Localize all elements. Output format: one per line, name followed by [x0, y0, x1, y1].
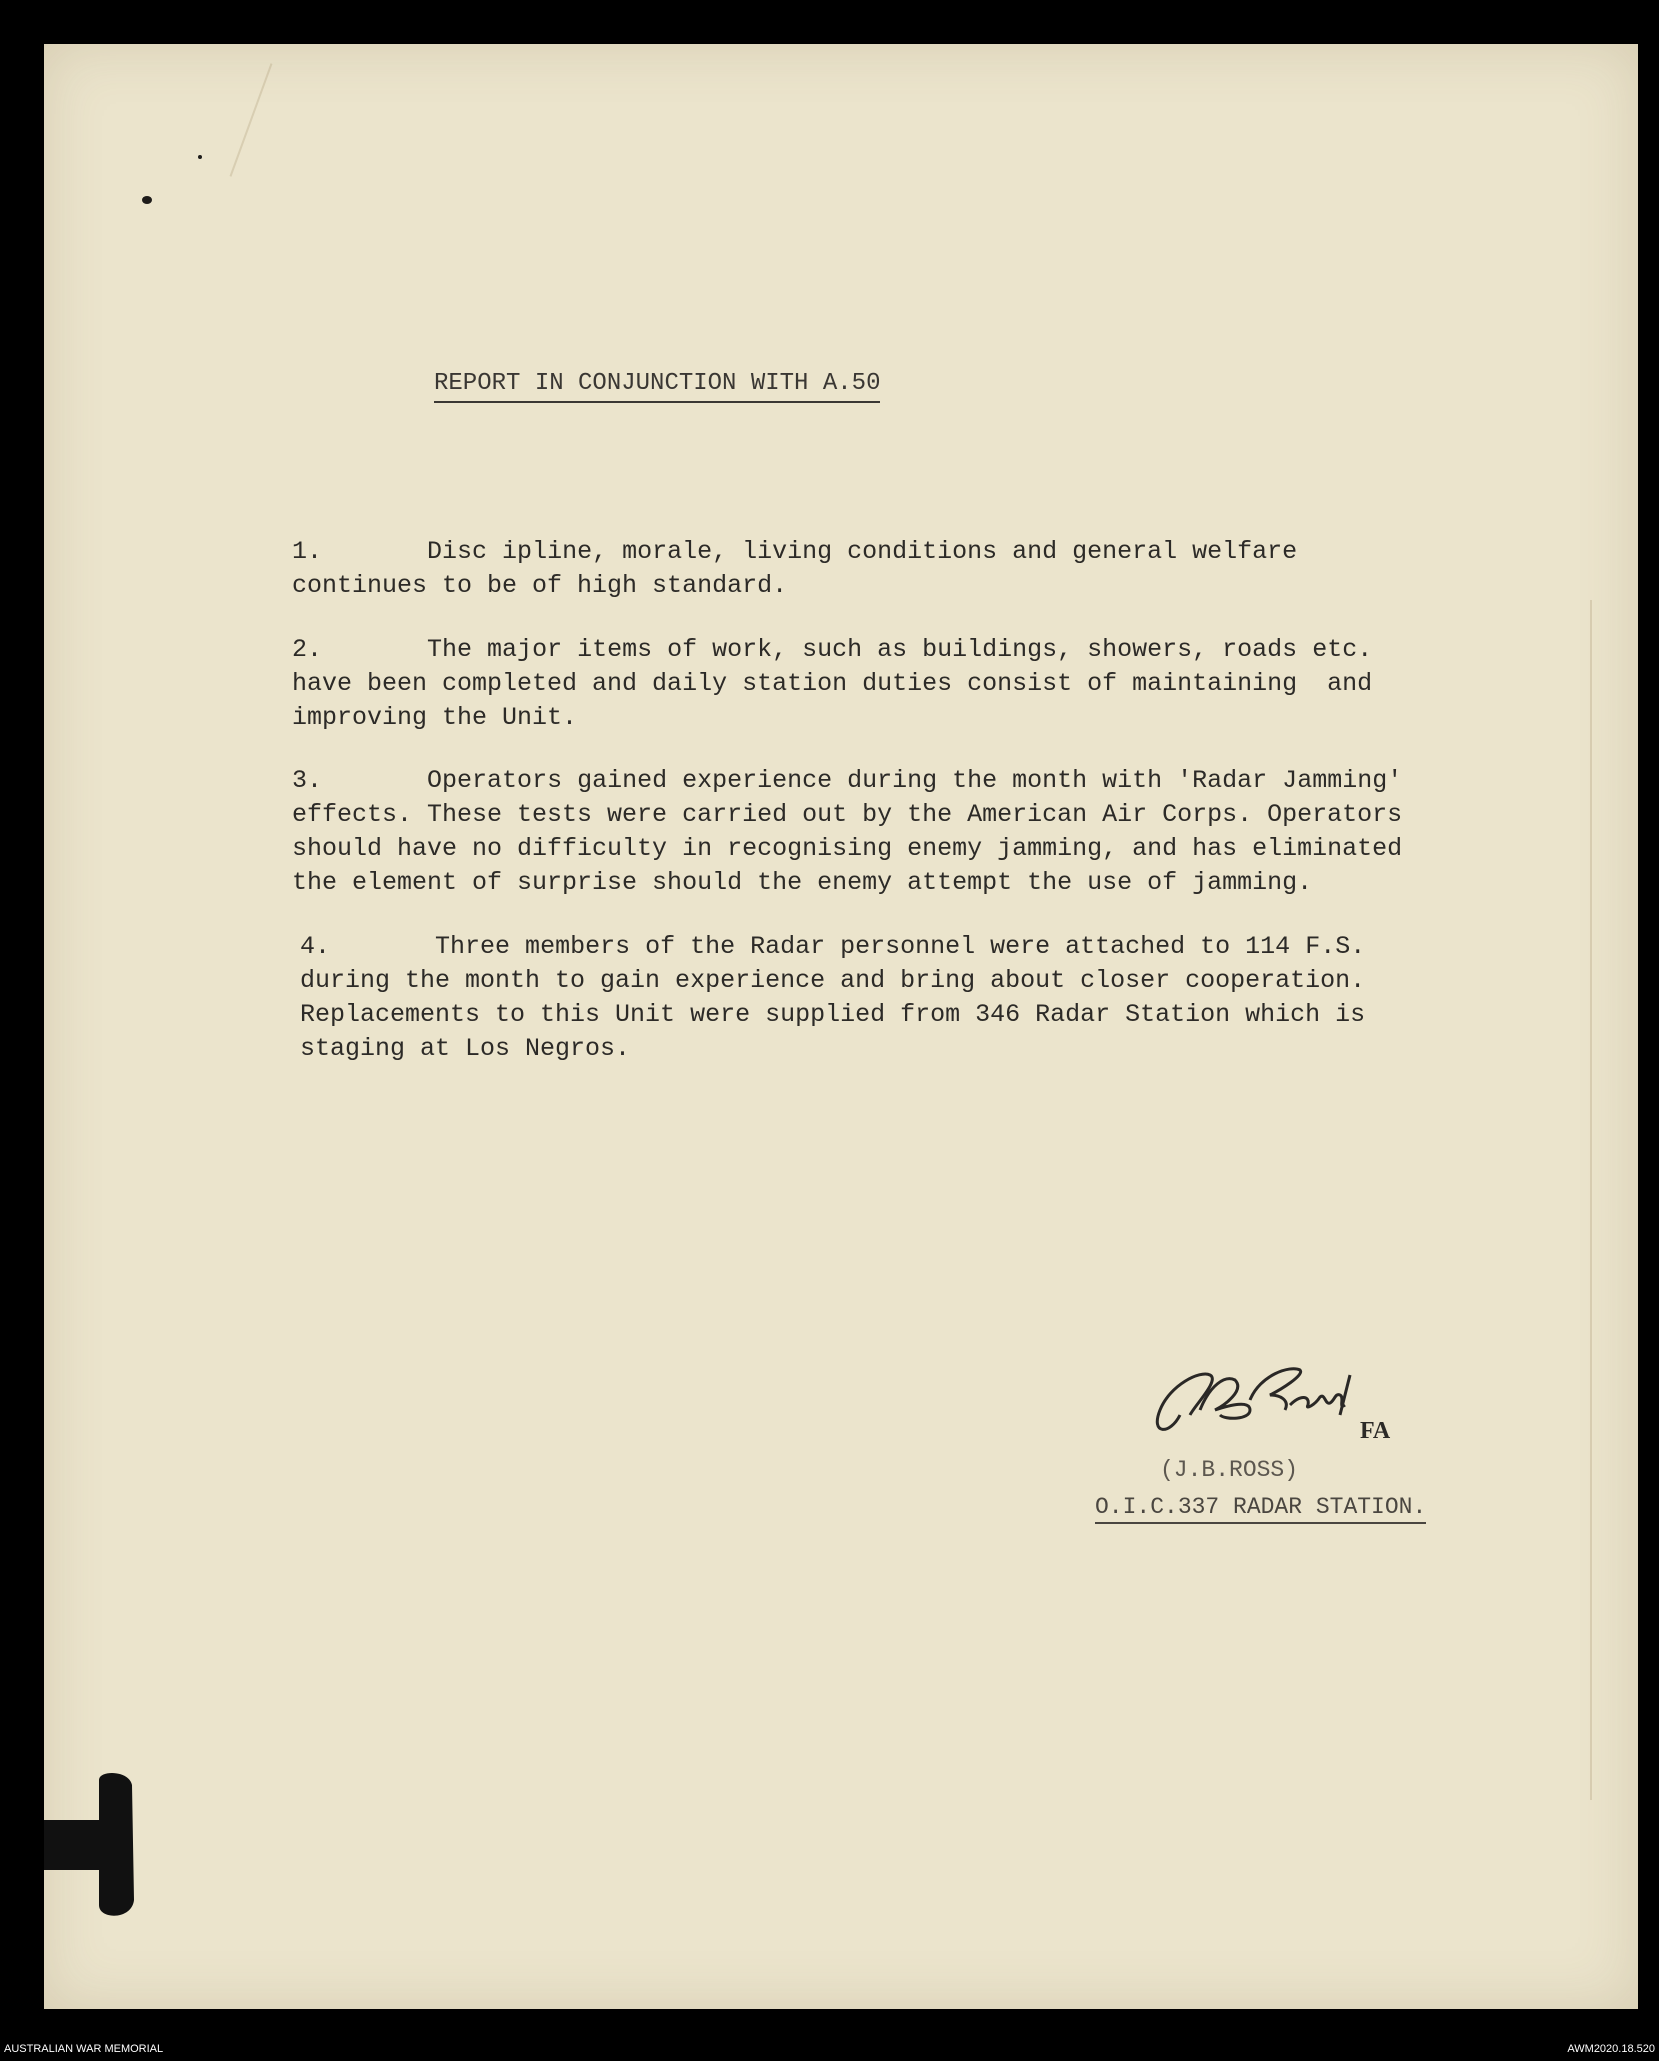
signatory-name: (J.B.ROSS): [1160, 1457, 1299, 1483]
paragraph-line: staging at Los Negros.: [300, 1034, 631, 1063]
paragraph-3: [292, 764, 1512, 900]
handwritten-signature: [1140, 1355, 1360, 1445]
paragraph-2: [292, 633, 1512, 735]
footer-credit: AUSTRALIAN WAR MEMORIAL: [4, 2043, 164, 2055]
paragraph-line: 1. Disc ipline, morale, living conditions and general welfare: [292, 537, 1298, 566]
paragraph-line: the element of surprise should the enemy attempt the use of jamming.: [292, 868, 1313, 897]
signature-initials: FA: [1360, 1418, 1391, 1444]
paragraph-line: should have no difficulty in recognising enemy jamming, and has eliminated: [292, 834, 1403, 863]
paragraph-line: 3. Operators gained experience during the month with 'Radar Jamming': [292, 766, 1403, 795]
paragraph-line: 4. Three members of the Radar personnel were attached to 114 F.S.: [300, 932, 1366, 961]
paragraph-1: [292, 535, 1512, 603]
paragraph-line: effects. These tests were carried out by the American Air Corps. Operators: [292, 800, 1403, 829]
ink-spot: [142, 196, 152, 204]
paragraph-line: 2. The major items of work, such as buildings, showers, roads etc.: [292, 635, 1373, 664]
paragraph-line: have been completed and daily station duties consist of maintaining and: [292, 669, 1373, 698]
paragraph-line: Replacements to this Unit were supplied from 346 Radar Station which is: [300, 1000, 1366, 1029]
paragraph-line: improving the Unit.: [292, 703, 578, 732]
signatory-title: O.I.C.337 RADAR STATION.: [1095, 1494, 1426, 1524]
paragraph-line: during the month to gain experience and bring about closer cooperation.: [300, 966, 1366, 995]
binder-clip-shape: [44, 1770, 144, 1920]
paragraph-4: [300, 930, 1520, 1066]
ink-spot: [198, 155, 202, 159]
paper-crease: [1590, 600, 1592, 1800]
paragraph-line: continues to be of high standard.: [292, 571, 788, 600]
footer-accession-number: AWM2020.18.520: [1567, 2043, 1655, 2055]
document-title: REPORT IN CONJUNCTION WITH A.50: [434, 370, 880, 403]
